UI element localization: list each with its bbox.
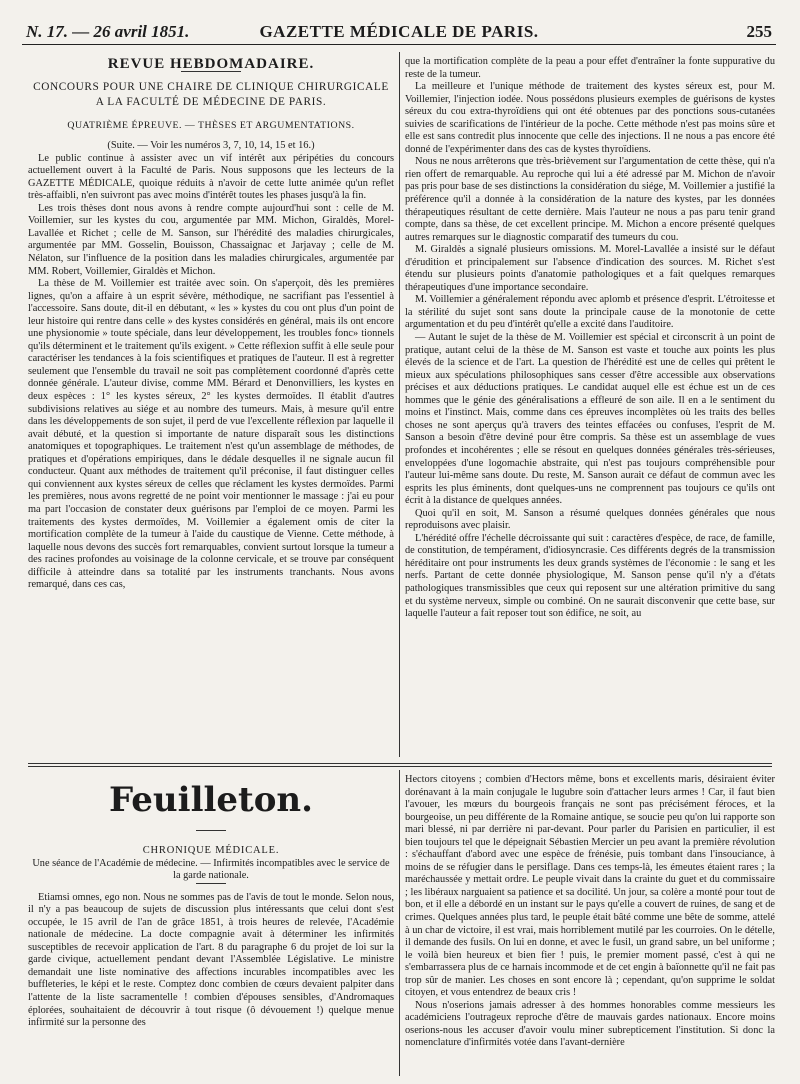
right-column-bottom [405,774,775,1050]
revue-heading: REVUE HEBDOMADAIRE. [107,56,315,72]
paragraph: — Autant le sujet de la thèse de M. Voillemier est spécial et circonscrit à un point de pratique, autant celui de la thèse de M. Sanson est vaste et touche aux points les plus élevés de la science et de l'art. La question de l'hérédité est une de celles qui prêtent le mieux aux spéculations philosophiques sans cesser d'être accessible aux observations précises et aux déductions pratiques. Le candidat auquel elle est échue est un de ces hommes que le génie des généralisations a effleuré de son aile. Il en a le sentiment du moins et l'instinct. Mais, comme dans ces épreuves incomplètes où les traits des belles choses ne sont aperçus qu'à travers des teintes effacées ou confuses, l'esprit de M. Sanson a besoin d'être deviné pour être compris. Sa thèse est un assemblage de vues profondes et incohérentes ; elle se résout en quelques données générales très-sérieuses, enveloppées d'une logomachie abstraite, qui n'est pas toujours compréhensible pour l'auteur lui-même sans doute. Du reste, M. Sanson aurait ce défaut de commun avec les esprits les plus éminents, dont quelques-uns ne comprennent pas toujours ce qu'ils ont écrit à la distance de quelques années. [405,332,775,507]
column-divider [399,770,400,1076]
concours-line-1: CONCOURS POUR UNE CHAIRE DE CLINIQUE CHIRURGICALE [33,80,389,93]
header-rule [22,44,776,45]
right-column-top [405,56,775,621]
column-divider [399,52,400,757]
left-column-bottom [28,780,394,1030]
paragraph: que la mortification complète de la peau a pour effet d'entraîner la fonte suppurative du reste de la tumeur. [405,56,775,80]
paragraph: Quoi qu'il en soit, M. Sanson a résumé quelques données générales que nous reproduisons avec plaisir. [405,507,775,532]
paragraph: La thèse de M. Voillemier est traitée avec soin. On s'aperçoit, dès les premières lignes, qu'on a affaire à un esprit sévère, méthodique, ne sacrifiant pas l'essentiel à l'accessoire. Sans doute, dit-il en débutant, « les » kystes du cou ont plus d'un point de leur histoire qui rentre dans celle » des kystes considérés en général, mais ils ont encore une physionomie » toute spéciale, dans leur développement, les troubles fonc» tionnels qu'ils déterminent et le traitement qu'ils exigent. » Cette réflexion suffit à elle seule pour caractériser les tendances à la fois scientifiques et pratiques de l'auteur. Il est à regretter seulement que l'ensemble du travail ne soit pas complètement coordonné d'après cette donnée générale. L'auteur divise, comme MM. Bérard et Denonvilliers, les kystes en deux espèces : 1° les kystes séreux, 2° les kystes dermoïdes. Il établit d'autres subdivisions relatives au siége et au nombre des tumeurs. Mais, à mesure qu'il entre dans les développements de son sujet, il perd de vue l'excellente réflexion par laquelle il avait débuté, et la question si importante de nature disparaît sous les distinctions anatomiques et topographiques. Le traitement n'est qu'un assemblage de méthodes, de pratiques et d'opérations empiriques, dans le dédale desquelles il ne signale aucun fil conducteur. Quant aux méthodes de traitement qu'il préconise, il faut distinguer celles qui conviennent aux kystes séreux de celles que réclament les kystes dermoïdes. Parmi les premières, nous avons regretté de ne point voir mentionner le massage : j'ai eu pour ma part l'occasion de constater deux guérisons par l'emploi de ce moyen. Parmi les traitements des kystes dermoïdes, M. Voillemier a également omis de citer la mortification complète de la tumeur à l'aide du caustique de Vienne. Cette méthode, à laquelle nous devons des succès fort remarquables, convient surtout lorsque la tumeur a des racines profondes au voisinage de la colonne cervicale, et se trouve par conséquent difficile à atteindre dans sa totalité par les instruments tranchants. Nous avons remarqué, dans ces cas, [28,278,394,591]
concours-heading [28,80,394,110]
paragraph: Les trois thèses dont nous avons à rendre compte aujourd'hui sont : celle de M. Voillemier, sur les kystes du cou, argumentée par MM. Michon, Giraldès, Morel-Lavallée et Richet ; celle de M. Sanson, sur l'hérédité des maladies chirurgicales, argumentée par MM. Gosselin, Bouisson, Chassaignac et Jarjavay ; celle de M. Nélaton, sur l'influence de la position dans les maladies chirurgicales, argumentée par MM. Robert, Voillemier, Giraldès et Michon. [28,202,394,277]
chronique-heading: CHRONIQUE MÉDICALE. [142,845,280,856]
paragraph: Hectors citoyens ; combien d'Hectors même, bons et excellents maris, désiraient éviter dorénavant à la main conjugale le lugubre soin d'attacher leurs armes ! Car, il faut bien l'avouer, les mœurs du bourgeois français ne sont pas précisément féroces, et la bourgeoise, un peu différente de la Romaine antique, se soucie peu qu'on lui rapporte son mari blessé, ni par derrière ni par-devant. Pour parler du Parisien en particulier, il est bien toujours tel que le dépeignait Sébastien Mercier un peu avant la première révolution : s'échauffant d'abord avec une espèce de frénésie, puis tombant dans l'insouciance, à moins de se réfugier dans le persiflage. Dans ces temps-là, les émeutes étaient rares ; la maréchaussée y mettait ordre. Le peuple vivait dans la crainte du guet et du commissaire ; les libéraux narguaient sa patience et sa docilité. Un jour, sa colère a monté pour tout de bon, et il elle a débordé en un instant sur le pays qu'elle a couvert de ruines, de sang et de crimes. Quelques années plus tard, le peuple était bâté comme une bête de somme, attelé à un char de victoire, il est vrai, mais horriblement mutilé par les courroies. On le dételle, il demande des fusils. On lui en donne, et avec le fusil, un grand sabre, un bel uniforme ; le voilà bien heureux et bien fier ! puis, le premier moment passé, c'est à qui ne s'embarrassera plus de ce harnais incommode et de cet engin à baïonnette qu'il ne fait pas trop sûr de manier. Les choses en sont encore là ; cependant, qu'on supprime le soldat citoyen, et vous entendrez de beaux cris ! [405,774,775,999]
concours-line-2: A LA FACULTÉ DE MÉDECINE DE PARIS. [95,95,327,108]
paragraph: L'hérédité offre l'échelle décroissante qui suit : caractères d'espèce, de race, de famille, de constitution, de tempérament, d'idiosyncrasie. Ces différents degrés de la transmission héréditaire ont pour instruments les deux grands systèmes de l'économie : le sang et les nerfs. Partant de cette donnée physiologique, M. Sanson pense qu'il n'y a d'états pathologiques transmissibles que ceux qui reposent sur une altération primitive du sang et du système nerveux, simple ou combiné. On ne saurait disconvenir que cette base, sur laquelle l'auteur a fait reposer tout son édifice, ne soit, au [405,532,775,620]
page-number: 255 [746,22,772,41]
seance-subheading: Une séance de l'Académie de médecine. — Infirmités incompatibles avec le service de la garde nationale. [32,857,390,882]
paragraph: M. Giraldès a signalé plusieurs omissions. M. Morel-Lavallée a insisté sur le défaut d'érudition et principalement sur l'absence d'indication des sources. M. Richet s'est étendu sur plusieurs points d'anatomie pathologiques et a fait quelques remarques thérapeutiques d'une importance secondaire. [405,244,775,293]
issue-number: N. 17. — 26 avril 1851. [26,22,190,41]
paragraph: La meilleure et l'unique méthode de traitement des kystes séreux est, pour M. Voillemier, l'injection iodée. Nous possédons plusieurs exemples de guérisons de kystes séreux du cou extra-thyroïdiens qui ont été obtenues par des ponctions sous-cutanées suivies de scarifications de l'intérieur de la poche. Cette méthode n'est pas moins sûre et elle est sans contredit plus innocente que celle des injections. Il ne nous a pas encore été donné de l'expérimenter dans des cas de kystes thyroïdiens. [405,81,775,155]
paragraph: Le public continue à assister avec un vif intérêt aux péripéties du concours actuellement ouvert à la Faculté de Paris. Nous supposons que les lecteurs de la GAZETTE MÉDICALE, quoique réduits à n'avoir de cette lutte animée qu'un reflet très-affaibli, n'en suivront pas avec moins d'intérêt toutes les phases jusqu'à la fin. [28,152,394,202]
paragraph: M. Voillemier a généralement répondu avec aplomb et présence d'esprit. L'étroitesse et la stérilité du sujet sont sans doute la principale cause de la monotonie de cette argumentation et du peu d'intérêt qu'elle a excité dans l'auditoire. [405,294,775,331]
paragraph: Etiamsi omnes, ego non. Nous ne sommes pas de l'avis de tout le monde. Selon nous, il n'y a pas beaucoup de sujets de discussion plus intéressants que celui dont s'est occupée, le 15 avril de l'an de grâce 1851, à trois heures de relevée, l'Académie nationale de médecine. La docte compagnie avait à déterminer les infirmités susceptibles de recevoir application de l'art. 8 du paragraphe 6 du projet de loi sur la garde civique, actuellement pendant devant l'Assemblée Législative. Le ministre demandait une liste nominative des affections incurables incompatibles avec les buffleteries, le képi et le reste. Comptez donc combien de cœurs devaient palpiter dans l'attente de la liste sacramentelle ! combien d'épouses sensibles, d'Andromaques éplorées, souhaitaient de découvrir à tout risque (ô dévouement !) quelque menue infirmité sur la personne des [28,891,394,1029]
suite-note: (Suite. — Voir les numéros 3, 7, 10, 14, 15 et 16.) [107,140,315,152]
paragraph: Nous n'oserions jamais adresser à des hommes honorables comme messieurs les académiciens l'outrageux reproche d'être de mauvais gardes nationaux. Encore moins oserions-nous les accuser d'avoir voulu miner subrepticement l'institution. Si donc la nomenclature d'infirmités votée dans l'avant-dernière [405,999,775,1049]
divider [196,883,226,884]
paragraph: Nous ne nous arrêterons que très-brièvement sur l'argumentation de cette thèse, qui n'a rien offert de remarquable. Au reproche qui lui a été adressé par M. Michon de n'avoir pas pris pour base de ses distinctions la considération du siége, M. Voillemier a justifié la préférence qu'il a donnée à la considération de la nature des kystes, par les données thérapeutiques résultant de cette dernière. Mais l'auteur ne nous a pas paru tenir grand compte, dans sa thèse, de cet excellent principe. M. Michon a encore présenté quelques autres remarques sur le diagnostic comparatif des tumeurs du cou. [405,156,775,243]
feuilleton-rule [28,763,772,764]
page-header [26,18,772,44]
left-column-top [28,58,394,592]
feuilleton-title: Feuilleton. [109,780,313,820]
journal-title: GAZETTE MÉDICALE DE PARIS. [259,22,539,41]
divider [196,830,226,831]
feuilleton-rule [28,766,772,767]
epreuve-subheading: QUATRIÈME ÉPREUVE. — THÈSES ET ARGUMENTATIONS. [67,119,355,131]
